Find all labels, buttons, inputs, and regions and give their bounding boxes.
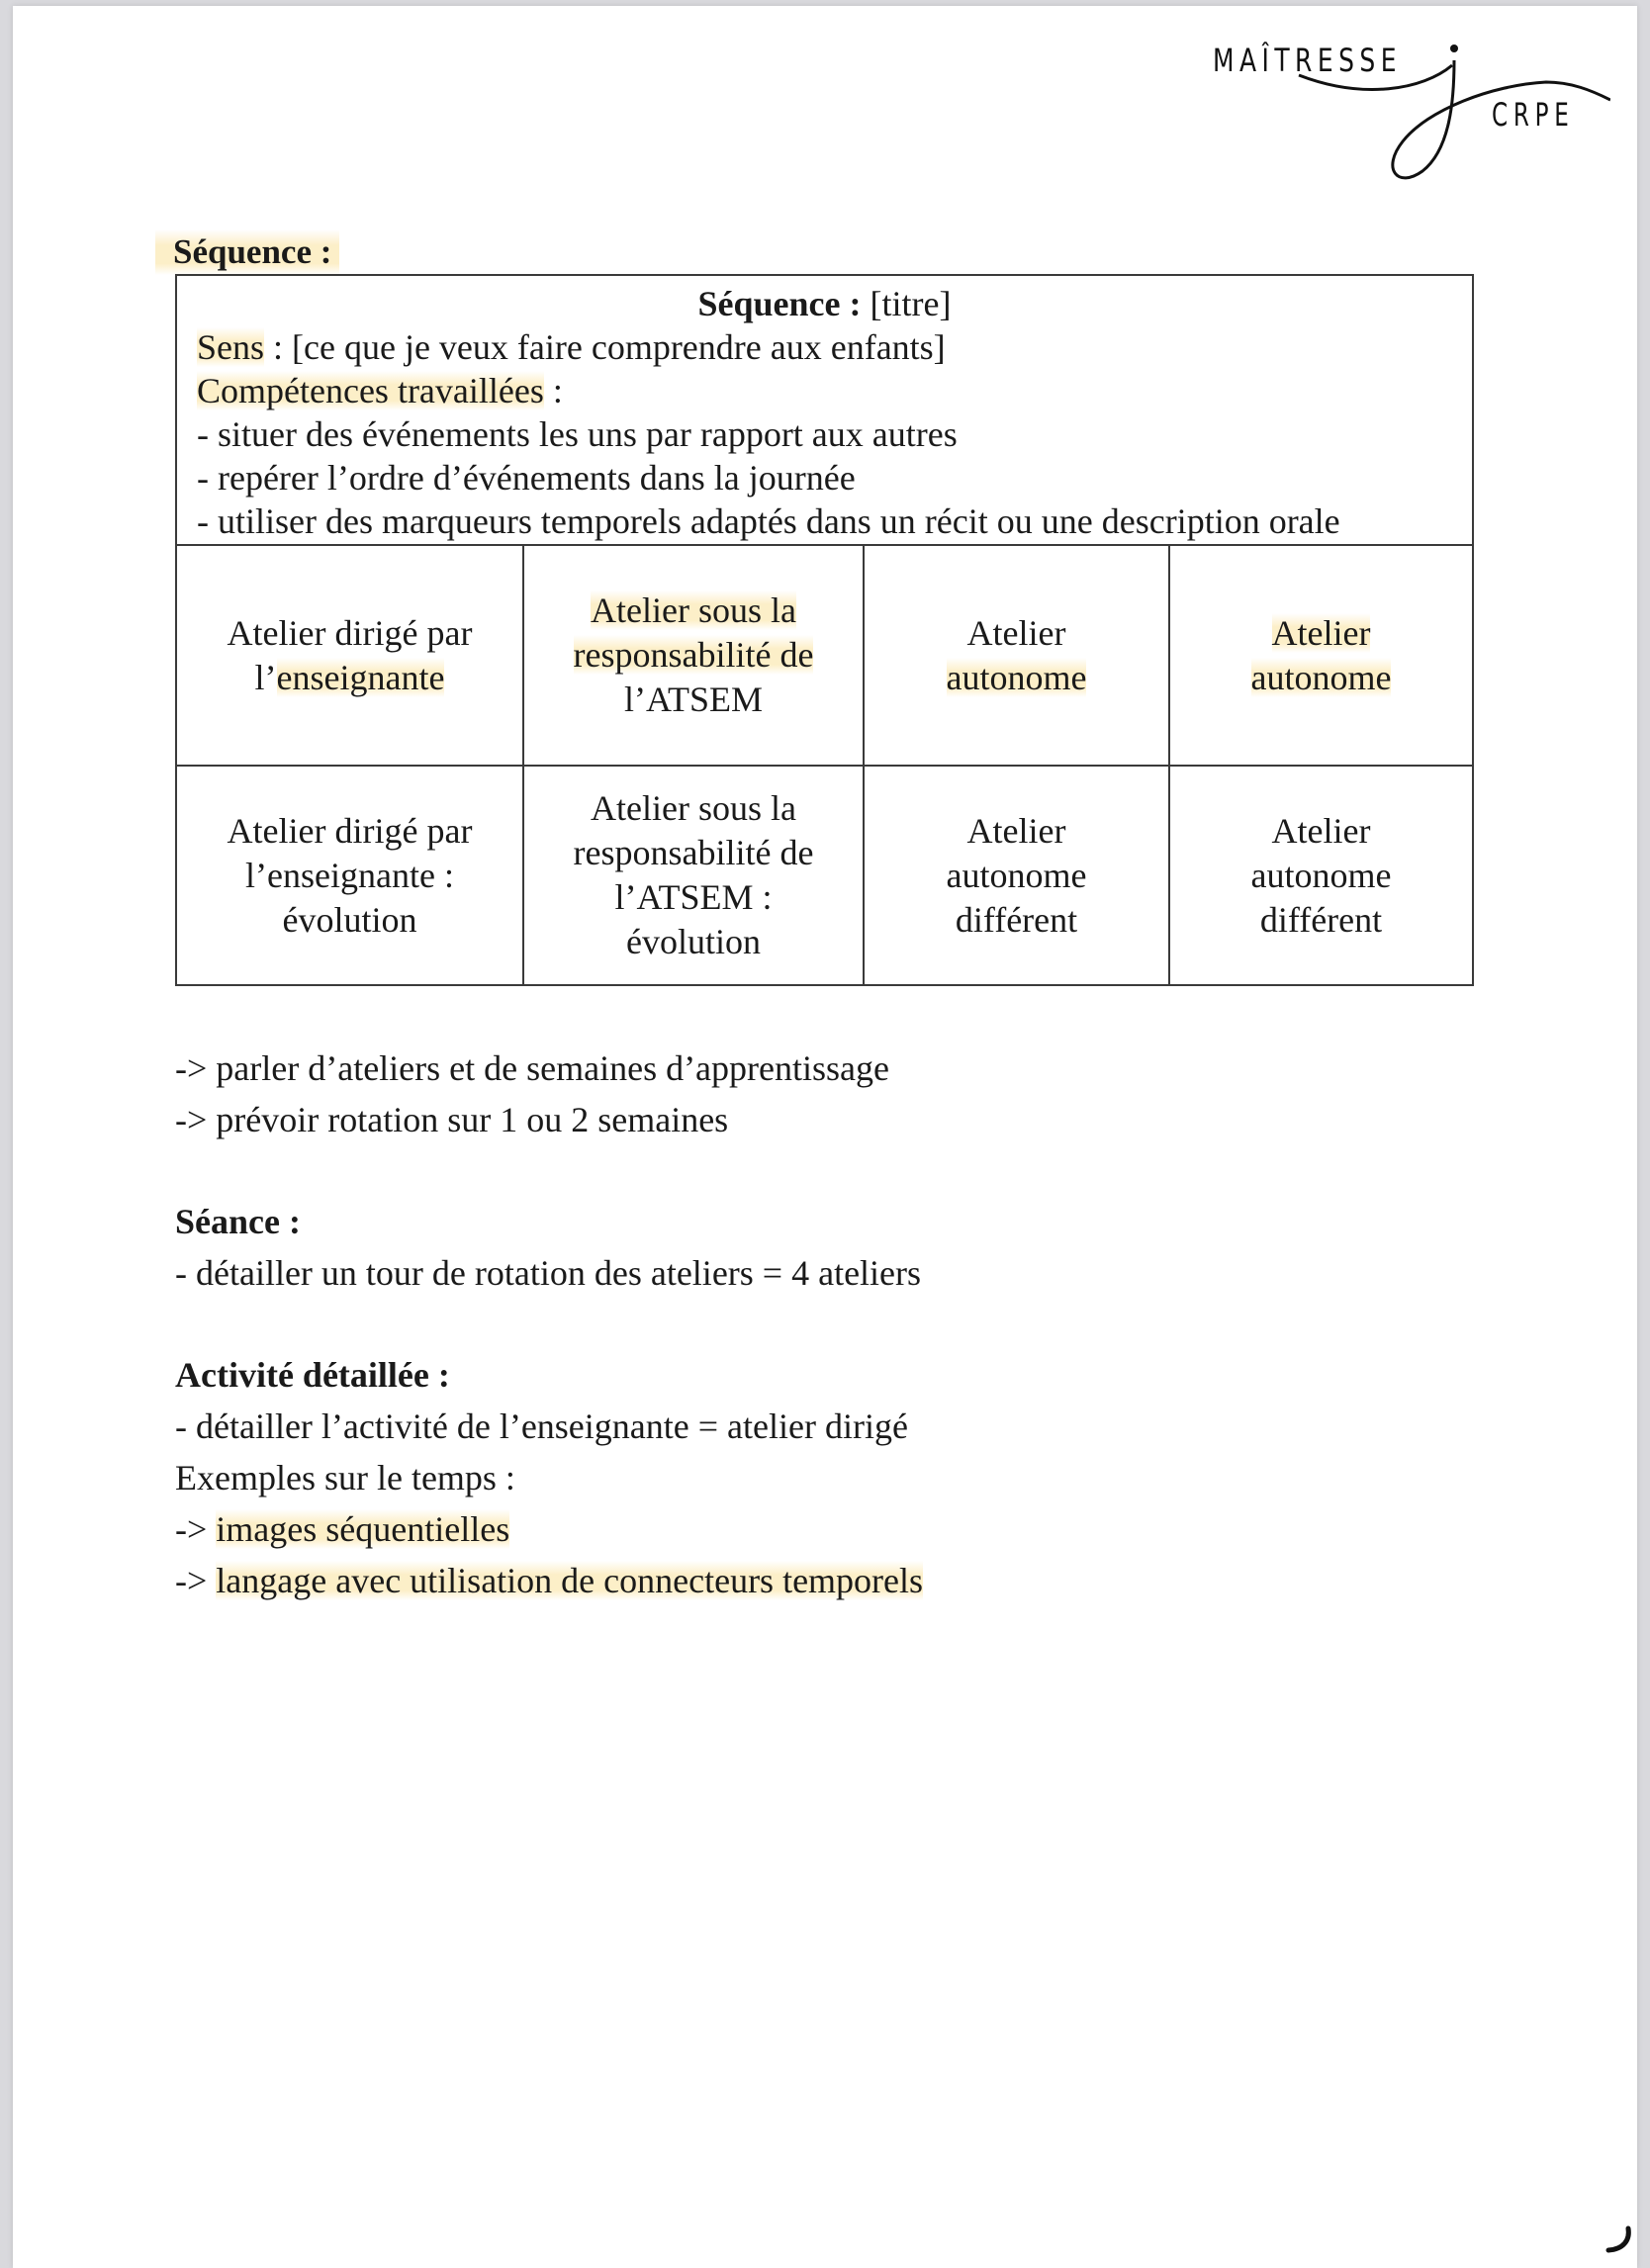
- competence-item: - repérer l’ordre d’événements dans la journée: [197, 458, 856, 498]
- activite-heading: Activité détaillée :: [175, 1355, 450, 1395]
- sequence-heading: Séquence :: [155, 229, 339, 275]
- competence-item: - situer des événements les uns par rapport aux autres: [197, 414, 958, 454]
- workshop-cell-autonomous-2: [1170, 546, 1472, 767]
- document-page: [13, 6, 1637, 2268]
- activite-section: [175, 1349, 923, 1606]
- workshop-cell-autonomous-different-1: [865, 767, 1170, 984]
- cell-highlight: enseignante: [276, 657, 445, 697]
- arrow: ->: [175, 1509, 217, 1549]
- example-line: [175, 1503, 923, 1555]
- seance-line: - détailler un tour de rotation des ateliers = 4 ateliers: [175, 1253, 922, 1293]
- cell-line: autonome: [1250, 855, 1392, 895]
- corner-curl-icon: [1604, 2225, 1633, 2255]
- competences-colon: :: [543, 371, 563, 410]
- sequence-table: [175, 274, 1474, 986]
- cell-line: responsabilité de: [573, 833, 814, 872]
- sequence-title-label: Séquence :: [697, 284, 862, 323]
- workshop-cell-teacher: [177, 546, 524, 767]
- logo-text-crpe: CRPE: [1492, 96, 1575, 134]
- cell-line: Atelier: [966, 612, 1066, 653]
- activite-line: - détailler l’activité de l’enseignante = atelier dirigé: [175, 1406, 908, 1446]
- cell-line: Atelier: [966, 810, 1066, 851]
- cell-line: évolution: [626, 922, 761, 961]
- cell-line: Atelier: [1271, 810, 1371, 851]
- cell-line: l’ATSEM :: [614, 877, 773, 917]
- example-highlight: images séquentielles: [216, 1509, 510, 1549]
- arrow: ->: [175, 1561, 217, 1600]
- note-line: -> prévoir rotation sur 1 ou 2 semaines: [175, 1100, 729, 1139]
- seance-section: [175, 1196, 921, 1299]
- cell-line: Atelier dirigé par: [227, 612, 473, 653]
- cell-line: Atelier sous la: [591, 788, 796, 828]
- cell-line: différent: [1259, 899, 1383, 940]
- cell-line: l’: [254, 657, 277, 697]
- logo-text-maitresse: MAÎTRESSE: [1213, 42, 1402, 79]
- sequence-sens: [197, 325, 1472, 369]
- activite-line: Exemples sur le temps :: [175, 1458, 515, 1497]
- cell-line: différent: [955, 899, 1078, 940]
- competences-label: Compétences travaillées: [197, 371, 544, 410]
- cell-highlight: autonome: [1250, 657, 1392, 697]
- sens-label: Sens: [197, 327, 265, 367]
- sequence-notes: [175, 1043, 889, 1145]
- example-highlight: langage avec utilisation de connecteurs temporels: [216, 1561, 924, 1600]
- maitresse-j-crpe-logo: [1195, 31, 1610, 189]
- sequence-table-header: [177, 276, 1472, 546]
- competences-heading: [197, 369, 1472, 412]
- sequence-title: [177, 282, 1472, 325]
- example-line: [175, 1555, 923, 1606]
- cell-highlight: autonome: [946, 657, 1087, 697]
- cell-highlight: Atelier: [1271, 612, 1371, 653]
- note-line: -> parler d’ateliers et de semaines d’apprentissage: [175, 1048, 889, 1088]
- sens-value: : [ce que je veux faire comprendre aux enfants]: [264, 327, 946, 367]
- cell-line: l’ATSEM: [623, 680, 763, 719]
- workshop-cell-autonomous-1: [865, 546, 1170, 767]
- workshop-cell-autonomous-different-2: [1170, 767, 1472, 984]
- sequence-title-value: [titre]: [861, 284, 952, 323]
- cell-line: autonome: [946, 855, 1087, 895]
- cell-highlight: responsabilité de: [573, 635, 814, 675]
- workshop-grid: [177, 546, 1472, 984]
- cell-line: Atelier dirigé par: [227, 810, 473, 851]
- cell-line: évolution: [282, 899, 417, 940]
- workshop-cell-atsem-evolution: [524, 767, 865, 984]
- cell-line: l’enseignante :: [245, 855, 454, 895]
- workshop-cell-teacher-evolution: [177, 767, 524, 984]
- workshop-cell-atsem: [524, 546, 865, 767]
- cell-highlight: Atelier sous la: [591, 590, 796, 630]
- competence-item: - utiliser des marqueurs temporels adaptés dans un récit ou une description orale: [197, 501, 1340, 541]
- seance-heading: Séance :: [175, 1202, 301, 1241]
